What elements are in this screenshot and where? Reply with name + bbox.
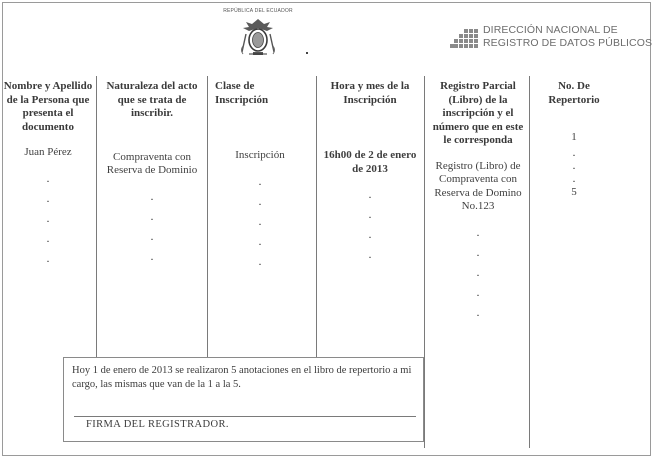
column-divider [316, 76, 317, 357]
ecuador-coat-of-arms-icon [237, 16, 279, 58]
dot: . [476, 224, 480, 239]
partial-registry-value: Registro (Libro) de Compraventa con Reserva de Domino No.123 [434, 159, 522, 212]
scan-speck [306, 52, 308, 54]
dot: . [46, 230, 50, 245]
dot: . [572, 170, 576, 185]
column-header: Naturaleza del acto que se trata de inscribir. [106, 80, 198, 119]
column-partial-registry [432, 80, 524, 322]
certification-note-box [63, 357, 424, 442]
agency-name [483, 24, 652, 50]
column-divider [529, 76, 530, 448]
seal-caption: REPÚBLICA DEL ECUADOR [223, 8, 293, 14]
dot: . [258, 213, 262, 228]
dot: . [476, 284, 480, 299]
column-presenter [2, 80, 94, 268]
column-header: Clase de Inscripción [215, 80, 269, 106]
column-act-nature [104, 80, 200, 266]
column-header: Registro Parcial (Libro) de la inscripción y el número que en este le corresponda [432, 80, 524, 146]
dot: . [476, 264, 480, 279]
column-header: Hora y mes de la Inscripción [330, 80, 410, 106]
dot: . [46, 250, 50, 265]
dot: . [368, 247, 372, 261]
act-nature-value: Compraventa con Reserva de Dominio [106, 150, 198, 176]
dot: . [476, 244, 480, 259]
dot: . [368, 227, 372, 241]
column-divider [207, 76, 208, 357]
dot: . [368, 187, 372, 201]
dot: . [150, 208, 154, 223]
column-header: No. De Repertorio [548, 80, 600, 106]
dot: . [46, 190, 50, 205]
column-header: Nombre y Apellido de la Persona que presenta el documento [3, 80, 93, 133]
coat-of-arms-seal [218, 8, 298, 64]
dot: . [572, 157, 576, 172]
column-divider [424, 76, 425, 448]
continuation-dots [535, 144, 613, 186]
dot: . [150, 248, 154, 263]
continuation-dots [432, 222, 524, 322]
continuation-dots [322, 184, 418, 264]
repertory-first: 1 [571, 131, 577, 143]
grid-squares-logo-icon [450, 28, 480, 52]
dot: . [258, 193, 262, 208]
registration-class-value: Inscripción [235, 149, 285, 161]
dot: . [368, 207, 372, 221]
agency-name-line2: REGISTRO DE DATOS PÚBLICOS [483, 37, 653, 49]
dot: . [150, 228, 154, 243]
agency-logo [450, 24, 653, 56]
dot: . [258, 253, 262, 268]
dot: . [258, 233, 262, 248]
column-time-month [322, 80, 418, 264]
agency-name-line1: DIRECCIÓN NACIONAL DE [483, 24, 618, 36]
repertory-last: 5 [571, 185, 577, 198]
dot: . [46, 210, 50, 225]
dot: . [150, 188, 154, 203]
time-month-value: 16h00 de 2 de enero de 2013 [323, 149, 417, 175]
column-repertory-number [535, 80, 613, 199]
dot: . [258, 173, 262, 188]
dot: . [476, 304, 480, 319]
column-registration-class [210, 80, 310, 271]
continuation-dots [104, 186, 200, 266]
signature-label: FIRMA DEL REGISTRADOR. [86, 419, 229, 430]
certification-text: Hoy 1 de enero de 2013 se realizaron 5 anotaciones en el libro de repertorio a mi cargo, las mismas que van de la 1 a la 5. [72, 365, 412, 390]
continuation-dots [210, 171, 310, 271]
signature-line [74, 416, 416, 417]
dot: . [46, 170, 50, 185]
presenter-name: Juan Pérez [24, 146, 72, 158]
dot: . [572, 144, 576, 159]
column-divider [96, 76, 97, 357]
continuation-dots [2, 168, 94, 268]
